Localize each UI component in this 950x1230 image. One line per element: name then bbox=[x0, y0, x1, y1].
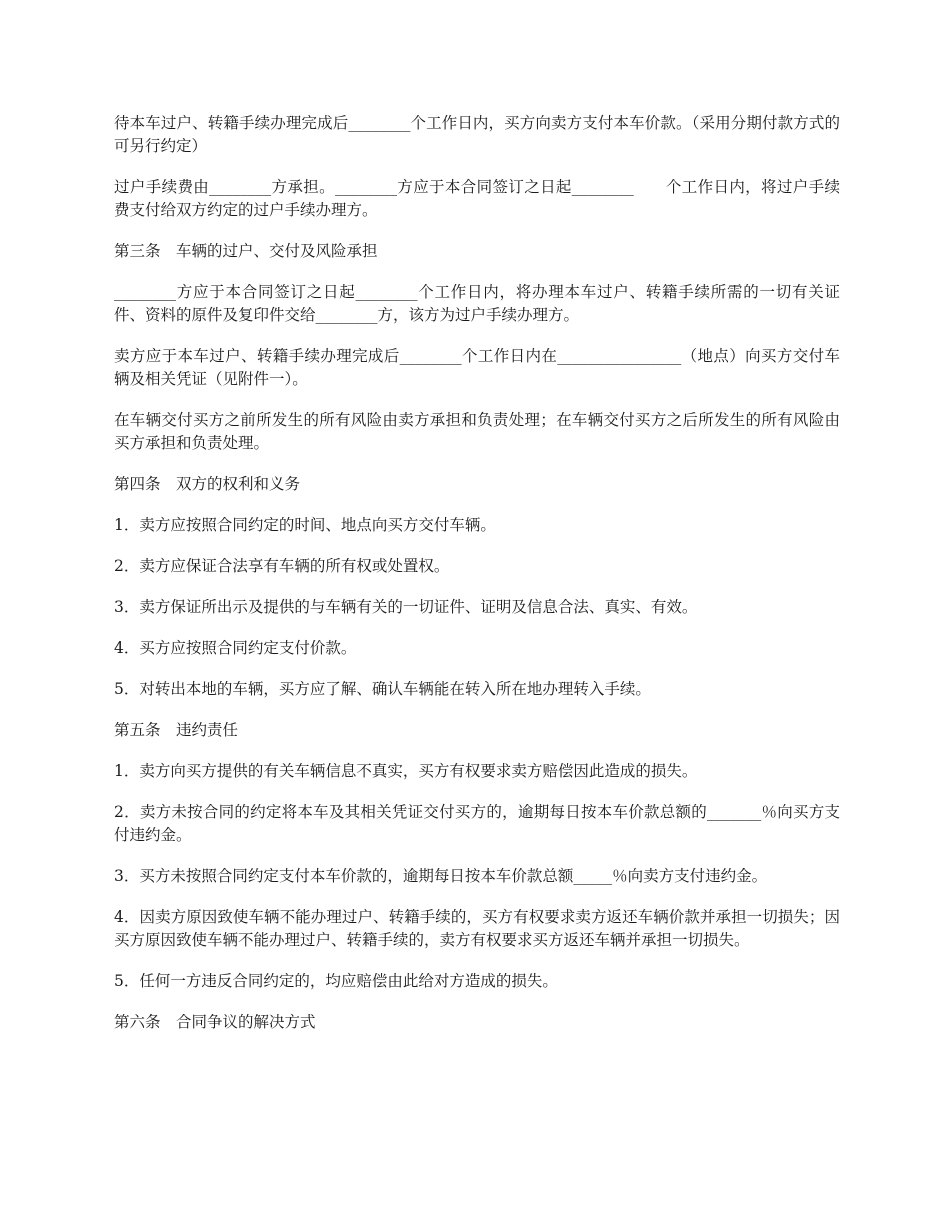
list-item-obligation-3: 3．卖方保证所出示及提供的与车辆有关的一切证件、证明及信息合法、真实、有效。 bbox=[114, 598, 698, 616]
paragraph-risk-allocation: 在车辆交付买方之前所发生的所有风险由卖方承担和负责处理；在车辆交付买方之后所发生的所有风险由买方承担和负责处理。 bbox=[114, 411, 840, 452]
paragraph-documents-handover: ________方应于本合同签订之日起________个工作日内，将办理本车过户、转籍手续所需的一切有关证件、资料的原件及复印件交给________方，该方为过户手续办理方。 bbox=[114, 283, 840, 324]
paragraph-vehicle-delivery: 卖方应于本车过户、转籍手续办理完成后________个工作日内在________________（地点）向买方交付车辆及相关凭证（见附件一）。 bbox=[114, 347, 840, 388]
section-heading-article-3: 第三条 车辆的过户、交付及风险承担 bbox=[114, 242, 378, 260]
list-item-obligation-1: 1．卖方应按照合同约定的时间、地点向买方交付车辆。 bbox=[114, 516, 496, 534]
list-item-obligation-4: 4．买方应按照合同约定支付价款。 bbox=[114, 639, 357, 657]
section-heading-article-5: 第五条 违约责任 bbox=[114, 721, 239, 739]
list-item-liability-1: 1．卖方向买方提供的有关车辆信息不真实，买方有权要求卖方赔偿因此造成的损失。 bbox=[114, 762, 698, 780]
document-page bbox=[114, 112, 840, 1052]
list-item-liability-3: 3．买方未按照合同约定支付本车价款的，逾期每日按本车价款总额_____％向卖方支付违约金。 bbox=[114, 867, 768, 885]
list-item-obligation-2: 2．卖方应保证合法享有车辆的所有权或处置权。 bbox=[114, 557, 450, 575]
section-heading-article-4: 第四条 双方的权利和义务 bbox=[114, 475, 301, 493]
list-item-liability-2: 2．卖方未按合同的约定将本车及其相关凭证交付买方的，逾期每日按本车价款总额的_______％向买方支付违约金。 bbox=[114, 803, 840, 844]
paragraph-payment-term: 待本车过户、转籍手续办理完成后________个工作日内，买方向卖方支付本车价款。（采用分期付款方式的可另行约定） bbox=[114, 114, 840, 155]
list-item-liability-5: 5．任何一方违反合同约定的，均应赔偿由此给对方造成的损失。 bbox=[114, 972, 558, 990]
list-item-obligation-5: 5．对转出本地的车辆，买方应了解、确认车辆能在转入所在地办理转入手续。 bbox=[114, 680, 651, 698]
list-item-liability-4: 4．因卖方原因致使车辆不能办理过户、转籍手续的，买方有权要求卖方返还车辆价款并承担一切损失；因买方原因致使车辆不能办理过户、转籍手续的，卖方有权要求买方返还车辆并承担一切损失。 bbox=[114, 908, 840, 949]
paragraph-transfer-fee: 过户手续费由________方承担。________方应于本合同签订之日起________ 个工作日内，将过户手续费支付给双方约定的过户手续办理方。 bbox=[114, 178, 840, 219]
section-heading-article-6: 第六条 合同争议的解决方式 bbox=[114, 1013, 316, 1031]
